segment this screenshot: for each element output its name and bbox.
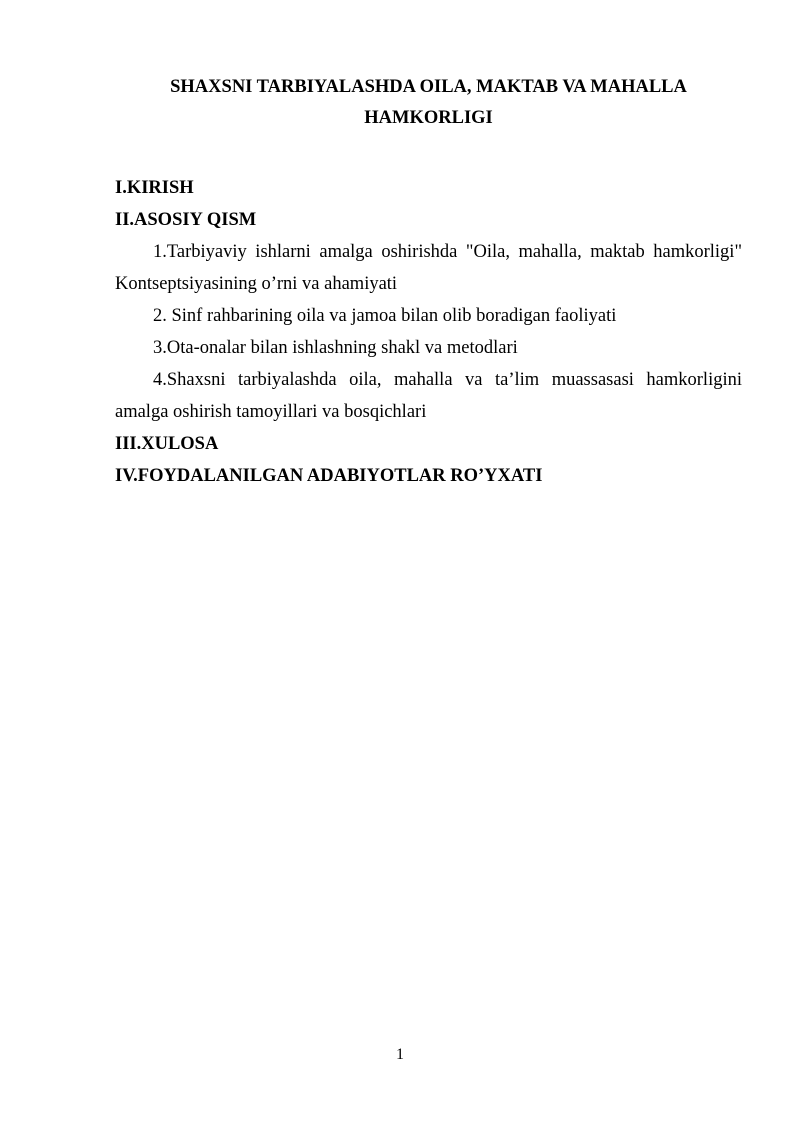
toc-item-4: 4.Shaxsni tarbiyalashda oila, mahalla va ta’lim muassasasi hamkorligini amalga oshirish tamoyillari va bosqichlari — [115, 370, 742, 422]
toc-heading-references: IV.FOYDALANILGAN ADABIYOTLAR RO’YXATI — [115, 466, 543, 486]
document-title-line-2: HAMKORLIGI — [364, 108, 493, 128]
toc-item-3: 3.Ota-onalar bilan ishlashning shakl va metodlari — [153, 338, 518, 358]
table-of-contents — [115, 172, 742, 492]
toc-heading-introduction: I.KIRISH — [115, 178, 194, 198]
page-number: 1 — [396, 1046, 404, 1063]
document-title — [115, 72, 742, 134]
toc-item-2: 2. Sinf rahbarining oila va jamoa bilan olib boradigan faoliyati — [153, 306, 617, 326]
document-title-line-1: SHAXSNI TARBIYALASHDA OILA, MAKTAB VA MAHALLA — [170, 77, 687, 97]
toc-item-1: 1.Tarbiyaviy ishlarni amalga oshirishda "Oila, mahalla, maktab hamkorligi" Kontseptsiyasining o’rni va ahamiyati — [115, 242, 742, 294]
toc-heading-conclusion: III.XULOSA — [115, 434, 219, 454]
toc-heading-main-part: II.ASOSIY QISM — [115, 210, 257, 230]
